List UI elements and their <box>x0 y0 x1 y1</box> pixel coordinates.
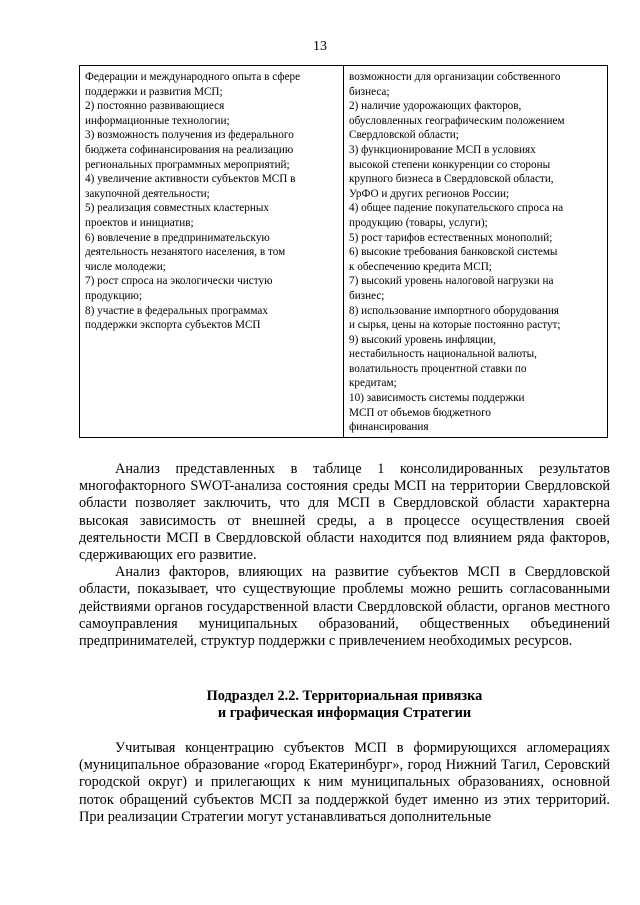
cell-line: Федерации и международного опыта в сфере <box>85 71 301 83</box>
cell-line: продукцию (товары, услуги); <box>349 216 488 229</box>
swot-table <box>79 65 608 438</box>
cell-line: 5) рост тарифов естественных монополий; <box>349 231 553 244</box>
cell-line: возможности для организации собственного <box>349 71 561 83</box>
cell-line: 3) функционирование МСП в условиях <box>349 143 536 156</box>
cell-line: финансирования <box>349 421 429 434</box>
cell-line: поддержки и развития МСП; <box>85 85 223 98</box>
body-text <box>79 461 610 650</box>
cell-line: деятельность незанятого населения, в том <box>85 246 286 259</box>
cell-line: и сырья, цены на которые постоянно растут; <box>349 319 561 332</box>
cell-line: нестабильность национальной валюты, <box>349 348 537 361</box>
cell-line: 2) постоянно развивающиеся <box>85 100 225 113</box>
cell-line: 5) реализация совместных кластерных <box>85 202 269 215</box>
cell-line: Свердловской области; <box>349 129 459 142</box>
cell-line: поддержки экспорта субъектов МСП <box>85 319 261 332</box>
cell-line: 4) общее падение покупательского спроса на <box>349 202 564 215</box>
cell-line: к обеспечению кредита МСП; <box>349 260 492 273</box>
cell-line: волатильность процентной ставки по <box>349 362 527 375</box>
cell-line: УрФО и других регионов России; <box>349 187 510 200</box>
cell-line: 6) высокие требования банковской системы <box>349 246 558 259</box>
cell-line: кредитам; <box>349 377 397 390</box>
paragraph: Анализ представленных в таблице 1 консолидированных результатов многофакторного SWOT-анализа состояния среды МСП на территории Свердловской области позволяет заключить, что для МСП в Свердловской области характерна высокая зависимость от внешней среды, а в процессе осуществления своей деятельности МСП в Свердловской области находится под влиянием ряда факторов, сдерживающих его развитие. <box>79 461 610 564</box>
cell-line: крупного бизнеса в Свердловской области, <box>349 173 554 186</box>
cell-line: 7) высокий уровень налоговой нагрузки на <box>349 275 554 288</box>
table-cell-opportunities <box>80 66 344 438</box>
cell-line: 10) зависимость системы поддержки <box>349 392 525 405</box>
cell-line: бизнеса; <box>349 85 390 98</box>
table-cell-threats <box>344 66 608 438</box>
cell-line: 8) участие в федеральных программах <box>85 304 268 317</box>
cell-line: 4) увеличение активности субъектов МСП в <box>85 173 296 186</box>
paragraph: Учитывая концентрацию субъектов МСП в формирующихся агломерациях (муниципальное образование «город Екатеринбург», город Нижний Тагил, Серовский городской округ) и прилегающих к ним муниципальных образованиях, основной поток обращений субъектов МСП за поддержкой будет именно из этих территорий. При реализации Стратегии могут устанавливаться дополнительные <box>79 740 610 825</box>
cell-line: 6) вовлечение в предпринимательскую <box>85 231 270 244</box>
cell-line: продукцию; <box>85 289 143 302</box>
cell-line: обусловленных географическим положением <box>349 114 565 127</box>
section-heading <box>79 688 610 722</box>
cell-line: закупочной деятельности; <box>85 187 210 200</box>
cell-line: МСП от объемов бюджетного <box>349 406 492 419</box>
cell-line: 9) высокий уровень инфляции, <box>349 333 496 346</box>
cell-line: 3) возможность получения из федерального <box>85 129 294 142</box>
section-heading-line: Подраздел 2.2. Территориальная привязка <box>206 688 483 704</box>
cell-line: проектов и инициатив; <box>85 216 194 229</box>
cell-line: 8) использование импортного оборудования <box>349 304 559 317</box>
cell-line: бюджета софинансирования на реализацию <box>85 143 294 156</box>
section-heading-line: и графическая информация Стратегии <box>217 705 472 722</box>
page-number: 13 <box>313 39 327 54</box>
cell-line: высокой степени конкуренции со стороны <box>349 158 551 171</box>
table-row <box>80 66 608 438</box>
cell-line: 7) рост спроса на экологически чистую <box>85 275 273 288</box>
cell-line: числе молодежи; <box>85 260 166 273</box>
paragraph: Анализ факторов, влияющих на развитие субъектов МСП в Свердловской области, показывает, что существующие проблемы можно решить согласованными действиями органов государственной власти Свердловской области, органов местного самоуправления муниципальных образований, общественных объединений предпринимателей, структур поддержки с привлечением необходимых ресурсов. <box>79 564 610 650</box>
cell-line: региональных программных мероприятий; <box>85 158 290 171</box>
cell-line: бизнес; <box>349 289 385 302</box>
cell-line: 2) наличие удорожающих факторов, <box>349 100 522 113</box>
cell-line: информационные технологии; <box>85 114 230 127</box>
